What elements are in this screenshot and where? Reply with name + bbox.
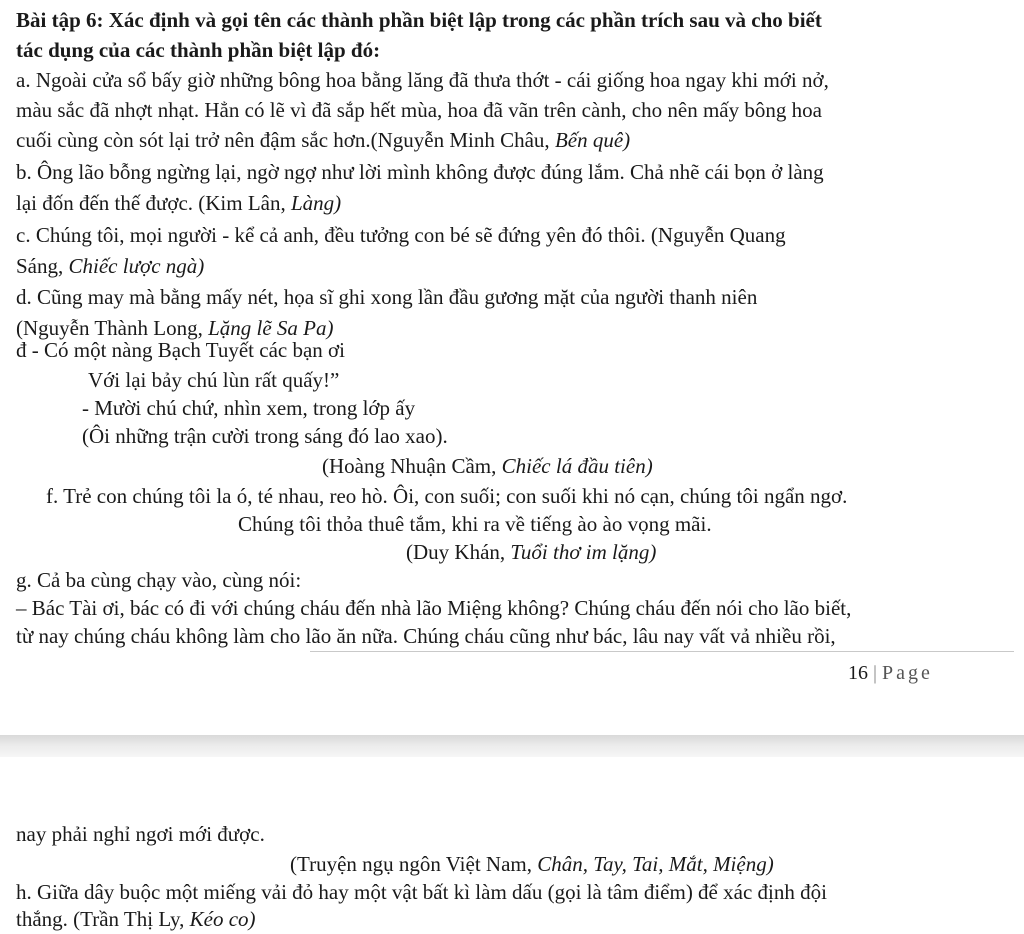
item-c-source: Chiếc lược ngà) xyxy=(68,254,205,278)
item-b-source: Làng) xyxy=(291,191,342,215)
item-h-text: thắng. (Trần Thị Ly, xyxy=(16,907,190,931)
page-number-footer xyxy=(848,660,933,686)
item-h-source: Kéo co) xyxy=(189,907,256,931)
item-a-line-2: màu sắc đã nhợt nhạt. Hẳn có lẽ vì đã sắp hết mùa, hoa đã vãn trên cành, cho nên mấy bông hoa xyxy=(16,98,822,122)
item-d-text: (Nguyễn Thành Long, xyxy=(16,316,209,340)
item-f-author: (Duy Khán, xyxy=(406,540,511,564)
continued-source-work: Chân, Tay, Tai, Mắt, Miệng) xyxy=(537,852,774,876)
continued-line-1: nay phải nghỉ ngơi mới được. xyxy=(16,822,265,846)
item-c-line-1: c. Chúng tôi, mọi người - kể cả anh, đều tưởng con bé sẽ đứng yên đó thôi. (Nguyễn Quang xyxy=(16,223,786,247)
item-dd-line-2: Với lại bảy chú lùn rất quấy!” xyxy=(88,368,340,392)
item-h-line-1: h. Giữa dây buộc một miếng vải đỏ hay một vật bất kì làm dấu (gọi là tâm điểm) để xác định đội xyxy=(16,880,827,904)
item-f-line-1: f. Trẻ con chúng tôi la ó, té nhau, reo hò. Ôi, con suối; con suối khi nó cạn, chúng tôi ngẩn ngơ. xyxy=(46,484,848,508)
item-g-line-3: từ nay chúng cháu không làm cho lão ăn nữa. Chúng cháu cũng như bác, lâu nay vất vả nhiều rồi, xyxy=(16,624,836,648)
exercise-title-line-2: tác dụng của các thành phần biệt lập đó: xyxy=(16,38,381,62)
item-f-work: Tuổi thơ im lặng) xyxy=(510,540,657,564)
item-dd-source xyxy=(322,452,653,480)
page-break-gap xyxy=(0,735,1024,757)
item-dd-work: Chiếc lá đầu tiên) xyxy=(501,454,653,478)
item-b-line-2 xyxy=(16,189,341,217)
continued-source-text: (Truyện ngụ ngôn Việt Nam, xyxy=(290,852,538,876)
item-h-line-2 xyxy=(16,905,256,933)
item-dd-line-3: - Mười chú chứ, nhìn xem, trong lớp ấy xyxy=(82,396,416,420)
item-g-line-1: g. Cả ba cùng chạy vào, cùng nói: xyxy=(16,568,302,592)
item-c-text: Sáng, xyxy=(16,254,69,278)
page-separator: | xyxy=(868,662,883,684)
item-dd-author: (Hoàng Nhuận Cầm, xyxy=(322,454,502,478)
item-a-line-3 xyxy=(16,126,630,154)
item-g-line-2: – Bác Tài ơi, bác có đi với chúng cháu đến nhà lão Miệng không? Chúng cháu đến nói cho lão biết, xyxy=(16,596,852,620)
item-a-source: Bến quê) xyxy=(554,128,631,152)
item-a-text: cuối cùng còn sót lại trở nên đậm sắc hơn.(Nguyễn Minh Châu, xyxy=(16,128,555,152)
item-dd-line-1: đ - Có một nàng Bạch Tuyết các bạn ơi xyxy=(16,338,345,362)
item-d-line-1: d. Cũng may mà bằng mấy nét, họa sĩ ghi xong lần đầu gương mặt của người thanh niên xyxy=(16,285,758,309)
footer-divider xyxy=(310,651,1014,652)
item-c-line-2 xyxy=(16,252,204,280)
item-f-source xyxy=(406,538,656,566)
item-a-line-1: a. Ngoài cửa sổ bấy giờ những bông hoa bằng lăng đã thưa thớt - cái giống hoa ngay khi mới nở, xyxy=(16,68,829,92)
continued-source xyxy=(290,850,774,878)
exercise-title-line-1: Bài tập 6: Xác định và gọi tên các thành phần biệt lập trong các phần trích sau và cho biết xyxy=(16,8,822,32)
item-b-line-1: b. Ông lão bỗng ngừng lại, ngờ ngợ như lời mình không được đúng lắm. Chả nhẽ cái bọn ở làng xyxy=(16,160,824,184)
page-number: 16 xyxy=(848,662,868,684)
item-dd-line-4: (Ôi những trận cười trong sáng đó lao xao). xyxy=(82,424,448,448)
page-label: Page xyxy=(882,662,933,684)
item-d-source: Lặng lẽ Sa Pa) xyxy=(208,316,334,340)
item-f-line-2: Chúng tôi thỏa thuê tắm, khi ra về tiếng ào ào vọng mãi. xyxy=(238,512,712,536)
item-b-text: lại đốn đến thế được. (Kim Lân, xyxy=(16,191,291,215)
